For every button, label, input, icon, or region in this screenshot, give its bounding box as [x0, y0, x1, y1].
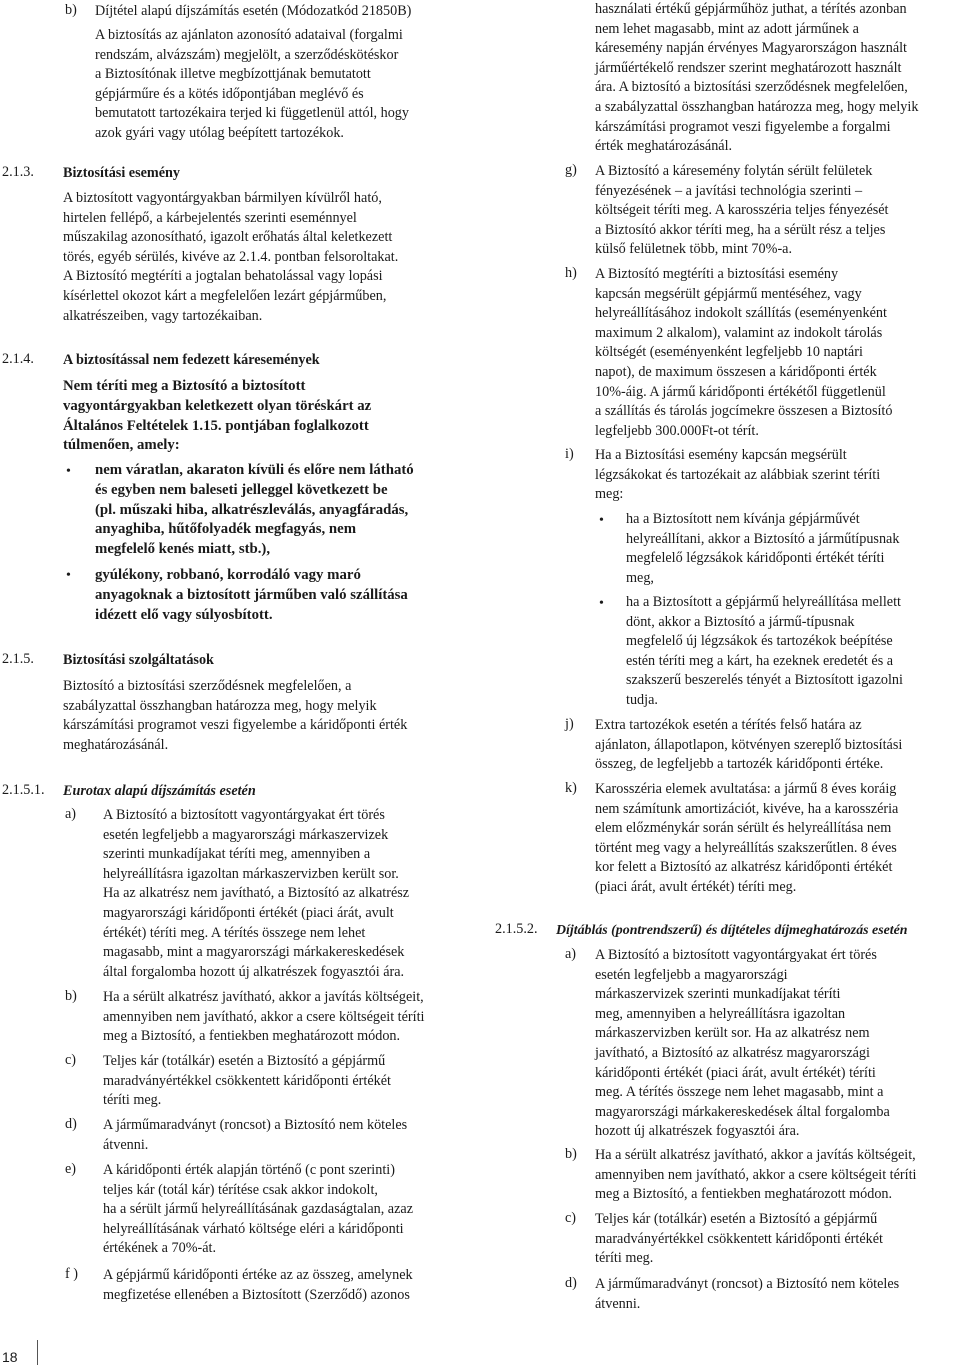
section-title: A biztosítással nem fedezett káresemények: [63, 352, 320, 368]
item-text: [595, 946, 890, 1142]
text-line: estén téríti meg a kárt, ha ezeknek eredetét és a: [626, 652, 894, 669]
text-line: ajánlaton, állapotlapon, kötvényen szereplő biztosítási: [595, 736, 903, 753]
bullet-icon: •: [599, 596, 604, 611]
text-line: átvenni.: [595, 1295, 641, 1312]
text-line: járműértékelő rendszer szerint meghatározott használt: [595, 59, 902, 76]
text-line: napot), de maximum összesen a káridőponti érték: [595, 363, 877, 380]
text-line: elem előzménykár során sérült és helyreállítása nem: [595, 820, 892, 837]
text-line: A biztosítás az ajánlaton azonosító adataival (forgalmi: [95, 27, 403, 43]
text-line: márkaszervizben került sor. Ha az alkatrész nem: [595, 1025, 870, 1042]
text-line: légzsákokat és tartozékait az alábbiak szerint téríti: [595, 466, 881, 483]
section-body: [63, 189, 398, 326]
footer-rule: [37, 1340, 38, 1365]
text-line: gépjárműre és a kötés időpontjában meglévő és: [95, 85, 364, 102]
item-letter: j): [565, 716, 574, 732]
text-line: Teljes kár (totálkár) esetén a Biztosító a gépjármű: [595, 1211, 878, 1227]
text-line: költségét (eseményenként legfeljebb 10 naptári: [595, 344, 863, 361]
item-text: [595, 1146, 916, 1205]
text-line: fényezésének – a javítási technológia szerinti –: [595, 182, 863, 199]
section-number: 2.1.5.: [2, 651, 34, 667]
text-line: megfelelő légzsákok káridőponti értékét téríti: [626, 550, 885, 567]
item-letter: d): [565, 1275, 577, 1291]
text-line: rendszám, alvázszám) megjelölt, a szerződéskötéskor: [95, 46, 399, 63]
text-line: 10%-áig. A jármű káridőponti értékétől függetlenül: [595, 383, 886, 400]
text-line: a Biztosítónak illetve megbízottjának bemutatott: [95, 66, 371, 83]
text-line: helyreállításának várható költsége eléri a káridőponti: [103, 1220, 404, 1237]
text-line: magyarországi káridőponti értékét (piaci árát, avult: [103, 904, 394, 921]
text-line: törés, egyéb sérülés, kivéve az 2.1.4. pontban felsoroltakat.: [63, 248, 399, 265]
continued-text: [595, 0, 918, 157]
item-letter: b): [65, 988, 77, 1004]
text-line: A gépjármű káridőponti értéke az az összeg, amelynek: [103, 1267, 413, 1283]
text-line: káresemény napján érvényes Magyarországon használt: [595, 40, 907, 57]
text-line: és egyben nem baleseti jelleggel következett be: [95, 481, 388, 498]
text-line: dönt, akkor a Biztosító a jármű-típusnak: [626, 613, 855, 630]
text-line: használati értékű gépjárműhöz juthat, a térítés azonban: [595, 1, 907, 17]
text-line: anyagoknak a biztosított járműben való szállítása: [95, 586, 408, 603]
bullet-item: [95, 461, 414, 560]
text-line: Általános Feltételek 1.15. pontjában foglalkozott: [63, 417, 369, 434]
item-b-body: [95, 26, 409, 144]
text-line: hirtelen fellépő, a kárbejelentés szerinti eseménnyel: [63, 209, 357, 226]
text-line: kárszámítási programot veszi figyelembe a káridőponti érték: [63, 717, 408, 734]
text-line: Teljes kár (totálkár) esetén a Biztosító a gépjármű: [103, 1053, 386, 1069]
text-line: Ha az alkatrész nem javítható, a Biztosító az alkatrész: [103, 885, 410, 902]
item-text: [595, 716, 902, 775]
text-line: alkatrészeiben, vagy tartozékaiban.: [63, 307, 263, 324]
item-letter: b): [565, 1146, 577, 1162]
text-line: kapcsán megsérült gépjármű mentéséhez, vagy: [595, 285, 862, 302]
text-line: Biztosító a biztosítási szerződésnek megfelelően, a: [63, 678, 352, 694]
text-line: nem lehet magasabb, mint az adott járműnek a: [595, 20, 859, 37]
section-number: 2.1.4.: [2, 351, 34, 367]
bullet-item: [626, 593, 903, 711]
bullet-icon: •: [599, 513, 604, 528]
text-line: esetén legfeljebb a magyarországi márkaszervizek: [103, 826, 389, 843]
item-text: [103, 1161, 413, 1259]
text-line: A járműmaradványt (roncsot) a Biztosító nem köteles: [595, 1276, 900, 1292]
text-line: bemutatott tartozékaira terjed ki függetlenül attól, hogy: [95, 105, 409, 122]
text-line: ha a sérült jármű helyreállításának gazdaságtalan, azaz: [103, 1201, 413, 1218]
text-line: gyúlékony, robbanó, korrodáló vagy maró: [95, 567, 361, 583]
text-line: Karosszéria elemek avultatása: a jármű 8 éves koráig: [595, 781, 897, 797]
text-line: meg, amennyiben a helyreállításra igazoltan: [595, 1005, 846, 1022]
item-letter: i): [565, 446, 574, 462]
text-line: megfelelő új légzsákok és tartozékok beépítése: [626, 633, 893, 650]
text-line: túlmenően, amely:: [63, 437, 180, 454]
item-text: [595, 446, 880, 505]
text-line: helyreállításához indokolt szállítás (eseményenként: [595, 305, 887, 322]
text-line: meg a Biztosító, a fentiekben meghatározott módon.: [595, 1186, 893, 1203]
text-line: megfelelő kenés miatt, stb.),: [95, 541, 271, 558]
text-line: A Biztosító a káresemény folytán sérült felületek: [595, 163, 873, 179]
text-line: helyreállításra igazoltan márkaszervizben került sor.: [103, 865, 399, 882]
text-line: amennyiben nem javítható, akkor a csere költségeit téríti: [595, 1166, 917, 1183]
text-line: szabályzattal összhangban határozza meg, hogy melyik: [63, 697, 377, 714]
text-line: idézett elő vagy súlyosbított.: [95, 606, 273, 623]
text-line: kor felett a Biztosító az alkatrész káridőponti értékét: [595, 859, 893, 876]
section-number: 2.1.5.1.: [2, 782, 45, 798]
text-line: magasabb, mint a magyarországi márkakereskedések: [103, 944, 405, 961]
text-line: téríti meg.: [595, 1250, 654, 1267]
text-line: műszakilag azonosítható, igazolt erőhatás által keletkezett: [63, 229, 393, 246]
text-line: a Biztosító akkor téríti meg, ha a sérült rész a teljes: [595, 221, 886, 238]
section-number: 2.1.5.2.: [495, 921, 538, 937]
section-title: Eurotax alapú díjszámítás esetén: [63, 783, 256, 799]
item-title: Díjtétel alapú díjszámítás esetén (Módozatkód 21850B): [95, 3, 412, 19]
text-line: meg. A térítés összege nem lehet magasabb, mint a: [595, 1084, 884, 1101]
text-line: (piaci árát, avult értékét) téríti meg.: [595, 878, 797, 895]
bullet-item: [626, 510, 899, 588]
text-line: kísérlettel okozot kárt a megfelelően lezárt gépjárműben,: [63, 287, 387, 304]
text-line: történt meg vagy a helyreállítás szakszerűtlen. 8 éves: [595, 839, 897, 856]
item-letter: c): [565, 1210, 577, 1226]
text-line: átvenni.: [103, 1136, 149, 1153]
text-line: kárszámítási programot veszi figyelembe a forgalmi: [595, 118, 891, 135]
item-text: [103, 1116, 407, 1155]
text-line: Extra tartozékok esetén a térítés felső határa az: [595, 717, 862, 733]
text-line: anyaghiba, hűtőfolyadék megfagyás, nem: [95, 521, 357, 538]
text-line: amennyiben nem javítható, akkor a csere költségeit téríti: [103, 1008, 425, 1025]
text-line: A káridőponti érték alapján történő (c pont szerinti): [103, 1162, 395, 1178]
item-text: [103, 806, 409, 982]
bullet-icon: •: [66, 568, 71, 583]
text-line: tudja.: [626, 691, 658, 708]
text-line: maradványértékkel csökkentett káridőponti értékét: [103, 1072, 391, 1089]
text-line: meg,: [626, 569, 654, 586]
text-line: érték meghatározásánál.: [595, 138, 733, 155]
section-number: 2.1.3.: [2, 164, 34, 180]
text-line: meg:: [595, 486, 624, 503]
text-line: külső felületnek több, mint 70%-a.: [595, 241, 793, 258]
text-line: megfizetése ellenében a Biztosított (Szerződő) azonos: [103, 1286, 410, 1303]
item-letter: h): [565, 265, 577, 281]
text-line: téríti meg.: [103, 1092, 162, 1109]
text-line: márkaszervizek szerinti munkadíjakat téríti: [595, 986, 841, 1003]
text-line: maradványértékkel csökkentett káridőponti értékét: [595, 1230, 883, 1247]
text-line: ára. A biztosító a biztosítási szerződésnek megfelelően,: [595, 79, 908, 96]
text-line: értékének a 70%-át.: [103, 1240, 217, 1257]
section-body: [63, 377, 371, 456]
item-letter: k): [565, 780, 577, 796]
text-line: nem számítunk amortizációt, kivéve, ha a karosszéria: [595, 800, 899, 817]
item-text: [103, 988, 424, 1047]
text-line: A Biztosító a biztosított vagyontárgyakat ért törés: [103, 807, 385, 823]
text-line: javítható, a Biztosító az alkatrész magyarországi: [595, 1044, 870, 1061]
section-title: Biztosítási esemény: [63, 165, 181, 181]
text-line: meg a Biztosító, a fentiekben meghatározott módon.: [103, 1028, 401, 1045]
text-line: legfeljebb 300.000Ft-ot térít.: [595, 422, 759, 439]
item-letter: a): [565, 946, 577, 962]
item-letter: d): [65, 1116, 77, 1132]
text-line: szakszerű beszerelés tényét a Biztosított igazolni: [626, 672, 903, 689]
text-line: magyarországi márkakereskedések által forgalomba: [595, 1103, 890, 1120]
text-line: azok gyári vagy utólag beépített tartozékok.: [95, 124, 344, 141]
text-line: ha a Biztosított a gépjármű helyreállítása mellett: [626, 594, 901, 610]
item-text: [595, 162, 889, 260]
item-letter: f ): [65, 1266, 78, 1282]
bullet-item: [95, 566, 408, 625]
text-line: összeg, de legfeljebb a tartozék káridőponti értéke.: [595, 756, 884, 773]
text-line: A Biztosító megtéríti a jogtalan behatolással vagy lopási: [63, 268, 383, 285]
item-letter: e): [65, 1161, 77, 1177]
text-line: nem váratlan, akaraton kívüli és előre nem látható: [95, 462, 414, 478]
item-text: [595, 1210, 883, 1269]
item-text: [595, 1275, 899, 1314]
text-line: vagyontárgyakban keletkezett olyan töréskárt az: [63, 397, 372, 414]
item-letter: g): [565, 162, 577, 178]
text-line: ha a Biztosított nem kívánja gépjárművét: [626, 511, 860, 527]
text-line: értékét) téríti meg. A térítés összege nem lehet: [103, 924, 366, 941]
text-line: a szállítás és tárolás jogcímekre összesen a Biztosító: [595, 403, 893, 420]
text-line: szerinti munkadíjakat téríti meg, amennyiben a: [103, 846, 371, 863]
text-line: A biztosított vagyontárgyakban bármilyen kívülről ható,: [63, 190, 382, 206]
bullet-icon: •: [66, 464, 71, 479]
text-line: A Biztosító a biztosított vagyontárgyakat ért törés: [595, 947, 877, 963]
text-line: helyreállítani, akkor a Biztosító a járműtípusnak: [626, 530, 900, 547]
text-line: Nem téríti meg a Biztosító a biztosított: [63, 378, 306, 394]
text-line: hozott új alkatrészek fogyasztói ára.: [595, 1123, 800, 1140]
text-line: esetén legfeljebb a magyarországi: [595, 966, 788, 983]
text-line: Ha a sérült alkatrész javítható, akkor a javítás költségeit,: [595, 1147, 916, 1163]
page-number: 18: [2, 1349, 18, 1365]
section-body: [63, 677, 407, 755]
text-line: (pl. műszaki hiba, alkatrészleválás, anyagfáradás,: [95, 501, 409, 518]
text-line: Ha a sérült alkatrész javítható, akkor a javítás költségeit,: [103, 989, 424, 1005]
item-letter: a): [65, 806, 77, 822]
item-letter: c): [65, 1052, 77, 1068]
text-line: teljes kár (totál kár) térítése csak akkor indokolt,: [103, 1181, 378, 1198]
text-line: Ha a Biztosítási esemény kapcsán megsérült: [595, 447, 847, 463]
item-text: [595, 265, 892, 441]
text-line: által forgalomba hozott új alkatrészek fogyasztói ára.: [103, 963, 405, 980]
item-text: [595, 780, 898, 898]
text-line: a szabályzattal összhangban határozza meg, hogy melyik: [595, 98, 919, 115]
item-text: [103, 1266, 413, 1305]
item-text: [103, 1052, 391, 1111]
text-line: maximum 2 alkalom), valamint az indokolt tárolás: [595, 324, 883, 341]
text-line: meghatározásánál.: [63, 736, 169, 753]
text-line: A Biztosító megtéríti a biztosítási esemény: [595, 266, 839, 282]
section-title: Díjtáblás (pontrendszerű) és díjtételes díjmeghatározás esetén: [556, 923, 908, 938]
text-line: káridőponti értékét (piaci árát, avult értékét) téríti: [595, 1064, 876, 1081]
section-title: Biztosítási szolgáltatások: [63, 652, 214, 668]
item-letter: b): [65, 2, 77, 18]
text-line: költségeit téríti meg. A karosszéria teljes fényezését: [595, 202, 889, 219]
text-line: A járműmaradványt (roncsot) a Biztosító nem köteles: [103, 1117, 408, 1133]
